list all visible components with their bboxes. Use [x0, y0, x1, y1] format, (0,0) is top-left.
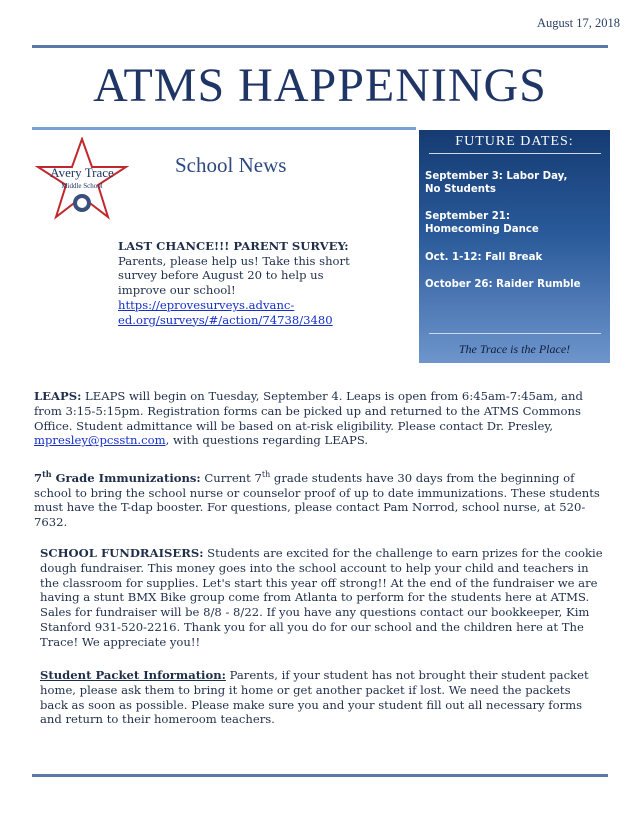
sidebar-title: FUTURE DATES: [455, 134, 574, 149]
future-dates-sidebar [419, 130, 610, 363]
sidebar-motto: The Trace is the Place! [458, 342, 571, 356]
leaps-email-link[interactable]: mpresley@pcsstn.com [34, 433, 166, 448]
survey-body: Parents, please help us! Take this short survey before August 20 to help us improve our school! [118, 253, 350, 298]
immunizations-label: 7th Grade Immunizations: [34, 469, 201, 485]
fundraisers-text: Students are excited for the challenge to earn prizes for the cookie dough fundraiser. This money goes into the school account to help your child and teachers in the classroom for supplies. Let's start this year off strong!! At the end of the fundraiser we are having a stunt BMX Bike group come from Atlanta to perform for the students here at ATMS. Sales for fundraiser will be 8/8 - 8/22. If you have any questions contact our bookkeeper, Kim Stanford 931-520-2216. Thank you for all you do for our school and the children here at The Trace! We appreciate you!! [40, 546, 603, 649]
sidebar-item-line: Homecoming Dance [425, 224, 539, 235]
survey-heading: LAST CHANCE!!! PARENT SURVEY: [118, 239, 349, 253]
section-title: School News [175, 153, 287, 177]
sidebar-item [425, 251, 609, 264]
leaps-paragraph [34, 389, 606, 448]
packet-label: Student Packet Information: [40, 668, 226, 682]
issue-date: August 17, 2018 [537, 16, 620, 30]
survey-link[interactable]: https://eprovesurveys.advanc-ed.org/surveys/#/action/74738/3480 [118, 297, 333, 327]
sidebar-item-line: September 3: Labor Day, [425, 171, 568, 182]
sidebar-item-line: No Students [425, 184, 496, 195]
logo-text-line1: Avery Trace [50, 165, 114, 180]
title-underline [32, 127, 416, 130]
logo-text-line2: Middle School [61, 182, 103, 190]
sidebar-item-line: Oct. 1-12: Fall Break [425, 252, 543, 263]
sidebar-item [425, 278, 609, 291]
immunizations-text: Current 7 [200, 470, 262, 485]
packet-text: Parents, if your student has not brought their student packet home, please ask them to bring it home or get another packet if lost. We need the packets back as soon as possible. Please make sure you and your student fill out all necessary forms and return to their homeroom teachers. [40, 668, 589, 727]
immunizations-sup: th [261, 470, 271, 479]
leaps-text: LEAPS will begin on Tuesday, September 4. Leaps is open from 6:45am-7:45am, and from 3:15-5:15pm. Registration forms can be picked up and returned to the ATMS Commons Office. Student admittance will be based on at-risk eligibility. Please contact Dr. Presley, [34, 389, 583, 433]
bottom-rule [32, 774, 608, 777]
sidebar-rule-bottom [429, 333, 601, 334]
school-logo [34, 137, 130, 221]
sidebar-item-line: September 21: [425, 211, 510, 222]
leaps-label: LEAPS: [34, 389, 82, 403]
fundraisers-paragraph [40, 546, 606, 650]
top-rule [32, 45, 608, 48]
sidebar-item [425, 210, 609, 236]
fundraisers-label: SCHOOL FUNDRAISERS: [40, 546, 204, 560]
sidebar-item-line: October 26: Raider Rumble [425, 279, 581, 290]
parent-survey-block [118, 239, 368, 327]
newsletter-title: ATMS HAPPENINGS [93, 59, 547, 112]
leaps-tail: , with questions regarding LEAPS. [165, 433, 369, 448]
immunizations-text-rest: grade students have 30 days from the beginning of school to bring the school nurse or counselor proof of up to date immunizations. These students must have the T-dap booster. For questions, please contact Pam Norrod, school nurse, at 520-7632. [34, 470, 600, 530]
sidebar-item [425, 170, 609, 196]
packet-paragraph [40, 668, 600, 727]
sidebar-rule-top [429, 153, 601, 154]
star-logo-icon [34, 137, 130, 221]
immunizations-paragraph [34, 467, 606, 530]
